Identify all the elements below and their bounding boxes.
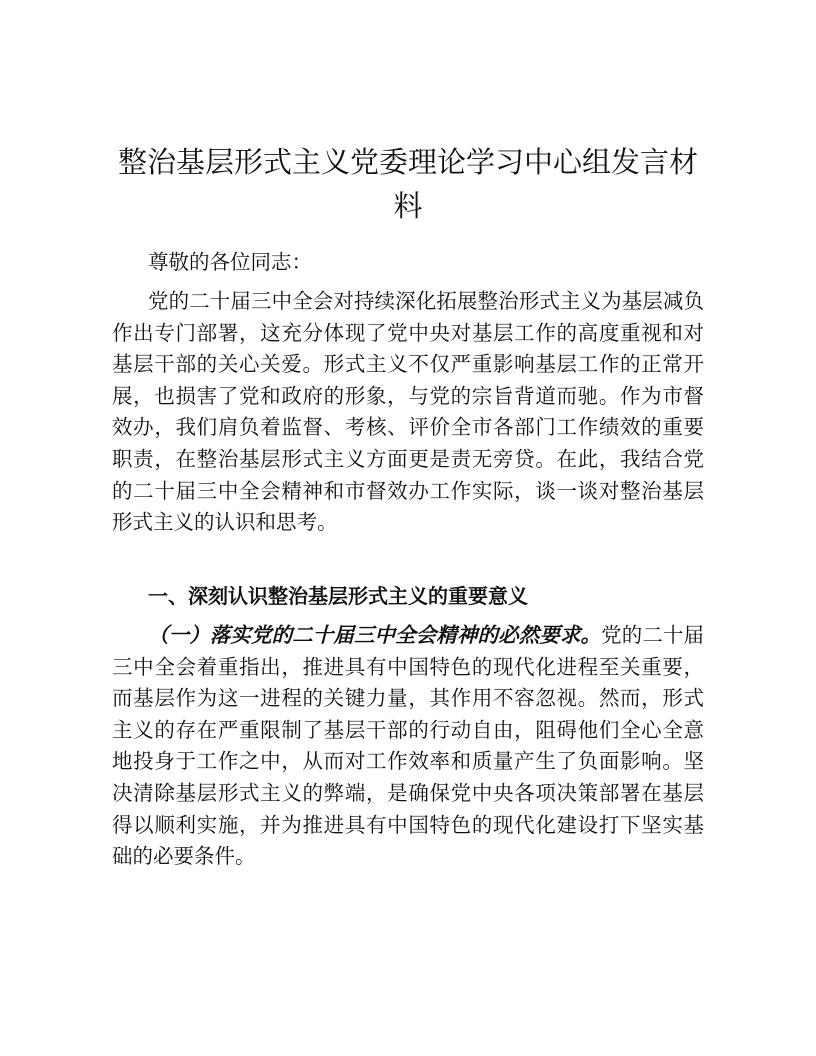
subsection-lead: （一）落实党的二十届三中全会精神的必然要求。 xyxy=(148,623,602,647)
salutation: 尊敬的各位同志： xyxy=(148,250,312,274)
document-title: 整治基层形式主义党委理论学习中心组发言材料 xyxy=(117,145,698,223)
section-heading: 一、深刻认识整治基层形式主义的重要意义 xyxy=(148,584,528,608)
subsection-paragraph xyxy=(112,620,704,873)
subsection-body: 党的二十届三中全会着重指出，推进具有中国特色的现代化进程至关重要，而基层作为这一进程的关键力量，其作用不容忽视。然而，形式主义的存在严重限制了基层干部的行动自由，阻碍他们全心全意地投身于工作之中，从而对工作效率和质量产生了负面影响。坚决清除基层形式主义的弊端，是确保党中央各项决策部署在基层得以顺利实施，并为推进具有中国特色的现代化建设打下坚实基础的必要条件。 xyxy=(112,623,705,869)
opening-paragraph: 党的二十届三中全会对持续深化拓展整治形式主义为基层减负作出专门部署，这充分体现了党中央对基层工作的高度重视和对基层干部的关心关爱。形式主义不仅严重影响基层工作的正常开展，也损害了党和政府的形象，与党的宗旨背道而驰。作为市督效办，我们肩负着监督、考核、评价全市各部门工作绩效的重要职责，在整治基层形式主义方面更是责无旁贷。在此，我结合党的二十届三中全会精神和市督效办工作实际，谈一谈对整治基层形式主义的认识和思考。 xyxy=(112,289,704,535)
